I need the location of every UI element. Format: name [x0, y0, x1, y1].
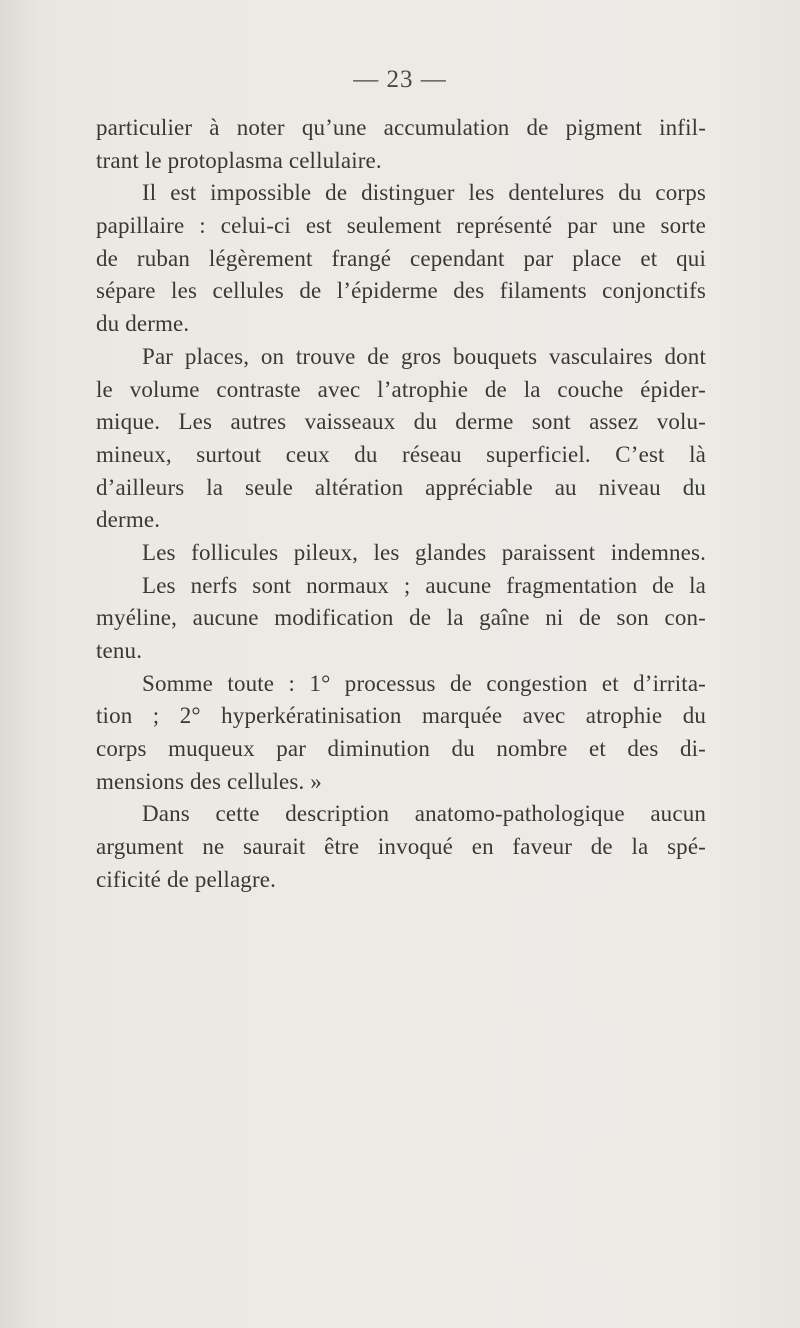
text-line: myéline, aucune modification de la gaîne ni de son con-	[96, 605, 706, 631]
text-line: trant le protoplasma cellulaire.	[96, 147, 382, 173]
text-line: mineux, surtout ceux du réseau superficiel. C’est là	[96, 441, 706, 467]
text-line: Par places, on trouve de gros bouquets vasculaires dont	[142, 343, 706, 369]
text-line: sépare les cellules de l’épiderme des filaments conjonctifs	[96, 278, 706, 304]
text-line: du derme.	[96, 311, 190, 337]
text-line: mensions des cellules. »	[96, 768, 322, 794]
text-line: Les nerfs sont normaux ; aucune fragmentation de la	[142, 572, 706, 598]
text-line: Somme toute : 1° processus de congestion et d’irrita-	[142, 670, 706, 696]
text-line: Dans cette description anatomo-pathologique aucun	[142, 801, 706, 827]
text-line: particulier à noter qu’une accumulation de pigment infil-	[96, 115, 706, 140]
text-line: cificité de pellagre.	[96, 866, 277, 892]
text-line: argument ne saurait être invoqué en faveur de la spé-	[96, 834, 706, 860]
text-line: Il est impossible de distinguer les dentelures du corps	[142, 180, 706, 206]
text-line: papillaire : celui-ci est seulement représenté par une sorte	[96, 213, 706, 239]
text-line: le volume contraste avec l’atrophie de la couche épider-	[96, 376, 706, 402]
text-line: de ruban légèrement frangé cependant par place et qui	[96, 245, 706, 271]
page-number: — 23 —	[353, 66, 447, 93]
text-line: mique. Les autres vaisseaux du derme sont assez volu-	[96, 409, 706, 435]
text-line: tenu.	[96, 638, 143, 663]
text-line: corps muqueux par diminution du nombre et des di-	[96, 736, 706, 762]
text-line: d’ailleurs la seule altération appréciable au niveau du	[96, 474, 706, 500]
text-line: derme.	[96, 507, 161, 533]
body-text	[96, 112, 706, 897]
text-line: tion ; 2° hyperkératinisation marquée avec atrophie du	[96, 703, 706, 729]
text-line: Les follicules pileux, les glandes paraissent indemnes.	[142, 539, 706, 565]
